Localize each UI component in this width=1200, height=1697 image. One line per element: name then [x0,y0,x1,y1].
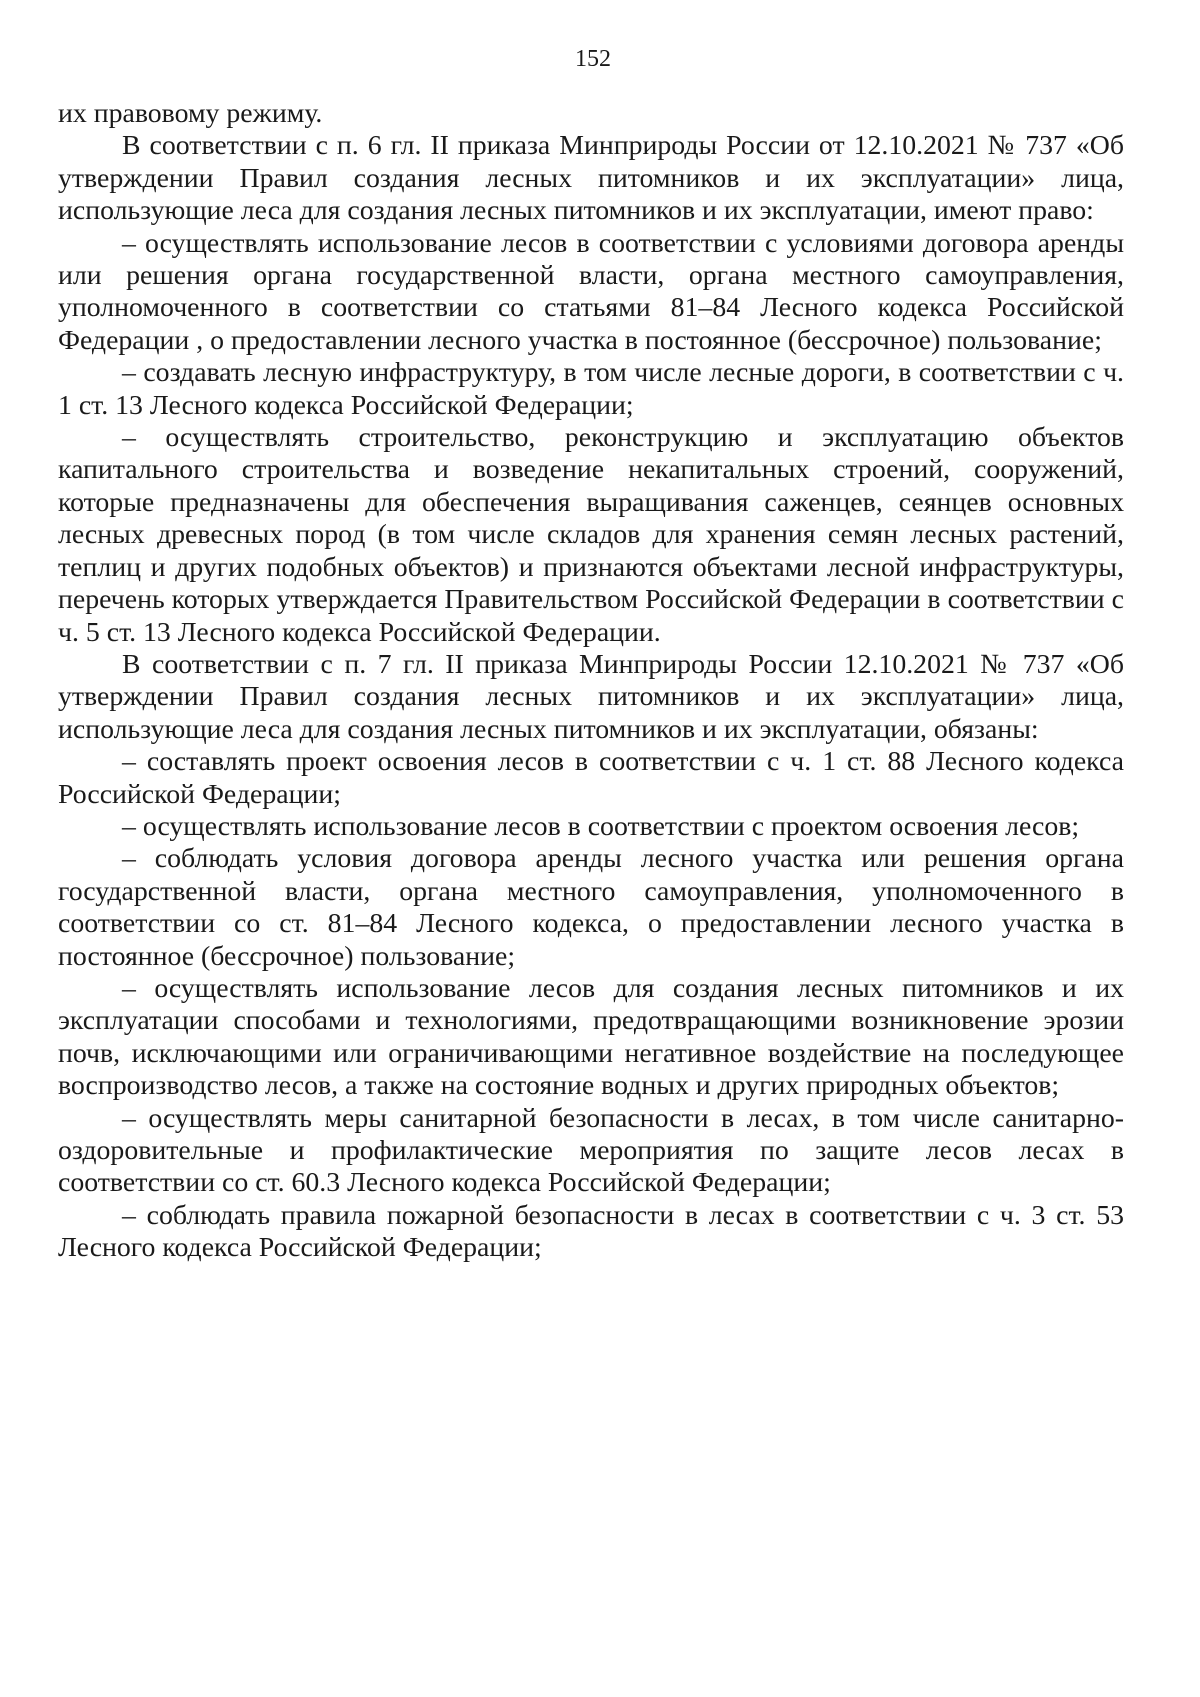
paragraph-obligations-intro: В соответствии с п. 7 гл. II приказа Минприроды России 12.10.2021 № 737 «Об утверждении Правил создания лесных питомников и их эксплуатации» лица, использующие леса для создания лесных питомников и их эксплуатации, обязаны: [58,648,1124,745]
paragraph-right-use-forests: – осуществлять использование лесов в соответствии с условиями договора аренды или решения органа государственной власти, органа местного самоуправления, уполномоченного в соответствии со статьями 81–84 Лесного кодекса Российской Федерации , о предоставлении лесного участка в постоянное (бессрочное) пользование; [58,227,1124,356]
paragraph-continuation: их правовому режиму. [58,98,323,129]
paragraph-right-construction: – осуществлять строительство, реконструкцию и эксплуатацию объектов капитального строительства и возведение некапитальных строений, сооружений, которые предназначены для обеспечения выращивания саженцев, сеянцев основных лесных древесных пород (в том числе складов для хранения семян лесных растений, теплиц и других подобных объектов) и признаются объектами лесной инфраструктуры, перечень которых утверждается Правительством Российской Федерации в соответствии с ч. 5 ст. 13 Лесного кодекса Российской Федерации. [58,422,1124,648]
paragraph-obligation-fire-safety: – соблюдать правила пожарной безопасности в лесах в соответствии с ч. 3 ст. 53 Лесного кодекса Российской Федерации; [58,1199,1124,1264]
paragraph-obligation-project: – составлять проект освоения лесов в соответствии с ч. 1 ст. 88 Лесного кодекса Российской Федерации; [58,746,1124,810]
paragraph-obligation-sanitary: – осуществлять меры санитарной безопасности в лесах, в том числе санитарно-оздоровительные и профилактические мероприятия по защите лесов лесах в соответствии со ст. 60.3 Лесного кодекса Российской Федерации; [58,1102,1124,1199]
paragraph-obligation-use-per-project: – осуществлять использование лесов в соответствии с проектом освоения лесов; [122,810,1080,842]
document-page [58,44,1124,1265]
paragraph-rights-intro: В соответствии с п. 6 гл. II приказа Минприроды России от 12.10.2021 № 737 «Об утверждении Правил создания лесных питомников и их эксплуатации» лица, использующие леса для создания лесных питомников и их эксплуатации, имеют право: [58,130,1124,227]
page-number: 152 [575,46,611,72]
paragraph-obligation-lease-terms: – соблюдать условия договора аренды лесного участка или решения органа государственной власти, органа местного самоуправления, уполномоченного в соответствии со ст. 81–84 Лесного кодекса, о предоставлении лесного участка в постоянное (бессрочное) пользование; [58,843,1124,972]
paragraph-obligation-methods: – осуществлять использование лесов для создания лесных питомников и их эксплуатации способами и технологиями, предотвращающими возникновение эрозии почв, исключающими или ограничивающими негативное воздействие на последующее воспроизводство лесов, а также на состояние водных и других природных объектов; [58,972,1124,1102]
paragraph-right-infrastructure: – создавать лесную инфраструктуру, в том числе лесные дороги, в соответствии с ч. 1 ст. 13 Лесного кодекса Российской Федерации; [58,357,1124,421]
